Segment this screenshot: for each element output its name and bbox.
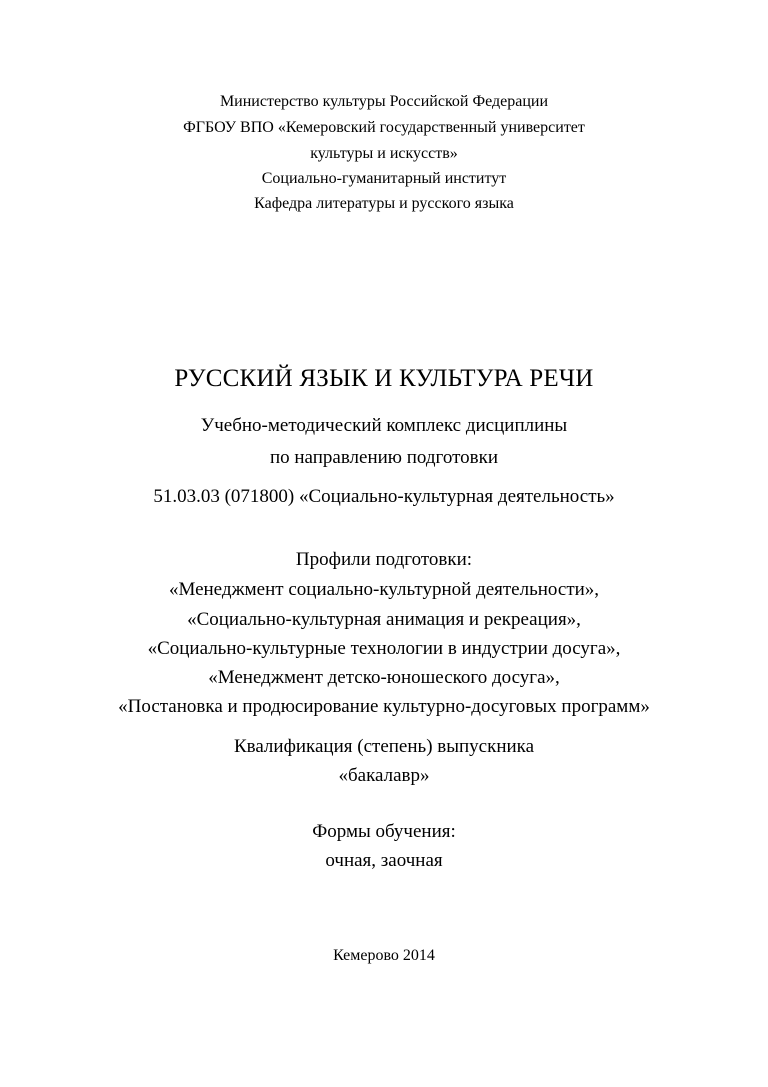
subtitle-line-1: Учебно-методический комплекс дисциплины xyxy=(200,415,568,436)
profile-item: «Социально-культурные технологии в индустрии досуга», xyxy=(147,638,621,659)
profile-item: «Постановка и продюсирование культурно-досуговых программ» xyxy=(118,696,650,717)
department-line: Кафедра литературы и русского языка xyxy=(254,195,514,212)
subtitle-line-2: по направлению подготовки xyxy=(269,447,499,468)
institute-line: Социально-гуманитарный институт xyxy=(261,170,507,187)
city-year: Кемерово 2014 xyxy=(333,947,435,964)
ministry-line: Министерство культуры Российской Федерации xyxy=(219,93,549,110)
program-code-line: 51.03.03 (071800) «Социально-культурная деятельность» xyxy=(153,486,615,507)
university-line-cont: культуры и искусств» xyxy=(310,145,458,162)
profile-item: «Менеджмент социально-культурной деятельности», xyxy=(168,579,600,600)
profile-item: «Менеджмент детско-юношеского досуга», xyxy=(208,667,560,688)
document-title: РУССКИЙ ЯЗЫК И КУЛЬТУРА РЕЧИ xyxy=(174,365,594,392)
university-line: ФГБОУ ВПО «Кемеровский государственный университет xyxy=(183,119,585,136)
profiles-heading: Профили подготовки: xyxy=(295,549,473,570)
study-forms-label: Формы обучения: xyxy=(312,821,456,842)
qualification-label: Квалификация (степень) выпускника xyxy=(233,736,535,757)
qualification-value: «бакалавр» xyxy=(338,765,430,786)
study-forms-value: очная, заочная xyxy=(325,850,443,871)
profile-item: «Социально-культурная анимация и рекреация», xyxy=(187,609,581,630)
